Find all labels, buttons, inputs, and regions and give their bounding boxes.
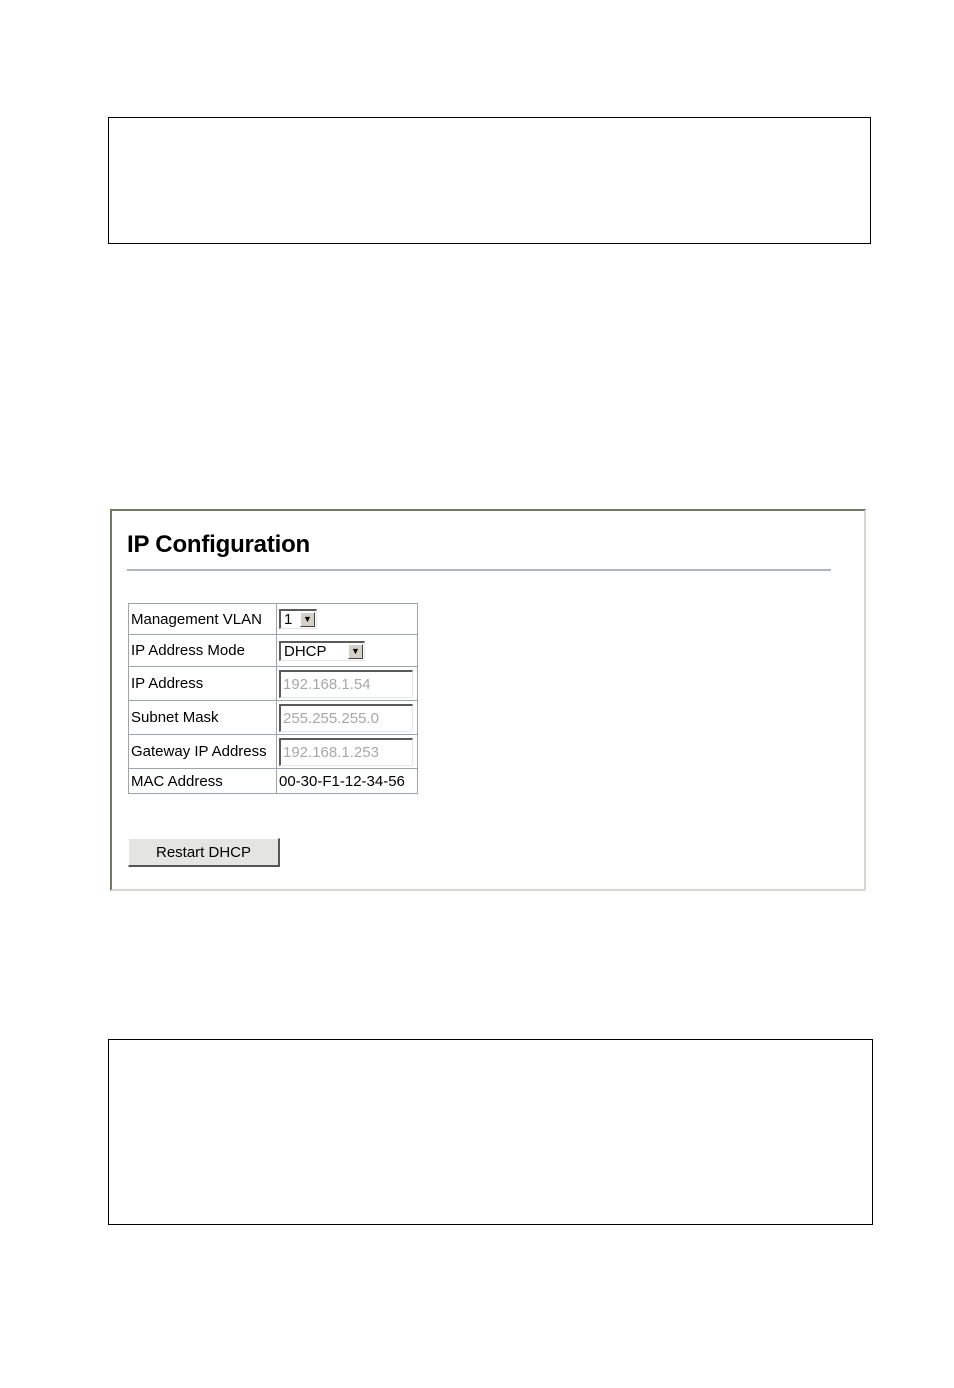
ip-address-mode-value: DHCP [284, 642, 327, 660]
chevron-down-icon[interactable]: ▼ [300, 612, 315, 627]
management-vlan-select[interactable] [279, 609, 317, 629]
title-divider [127, 569, 831, 571]
chevron-down-icon[interactable]: ▼ [348, 644, 363, 659]
table-row [129, 604, 418, 635]
restart-dhcp-button[interactable]: Restart DHCP [128, 838, 280, 867]
ip-address-label: IP Address [129, 667, 277, 701]
table-row [129, 769, 418, 794]
top-text-frame [108, 117, 871, 244]
bottom-text-frame [108, 1039, 873, 1225]
table-row [129, 701, 418, 735]
ip-address-input[interactable] [279, 670, 413, 698]
mac-address-value: 00-30-F1-12-34-56 [277, 769, 418, 794]
mac-address-label: MAC Address [129, 769, 277, 794]
ip-address-mode-select[interactable] [279, 641, 365, 661]
management-vlan-label: Management VLAN [129, 604, 277, 635]
table-row [129, 635, 418, 667]
table-row [129, 735, 418, 769]
page-title: IP Configuration [127, 531, 311, 558]
ip-address-mode-label: IP Address Mode [129, 635, 277, 667]
ip-configuration-panel [110, 509, 866, 891]
table-row [129, 667, 418, 701]
management-vlan-value: 1 [284, 611, 293, 628]
gateway-ip-address-input[interactable] [279, 738, 413, 766]
subnet-mask-label: Subnet Mask [129, 701, 277, 735]
ip-config-table [128, 603, 418, 794]
gateway-ip-address-label: Gateway IP Address [129, 735, 277, 769]
subnet-mask-input[interactable] [279, 704, 413, 732]
